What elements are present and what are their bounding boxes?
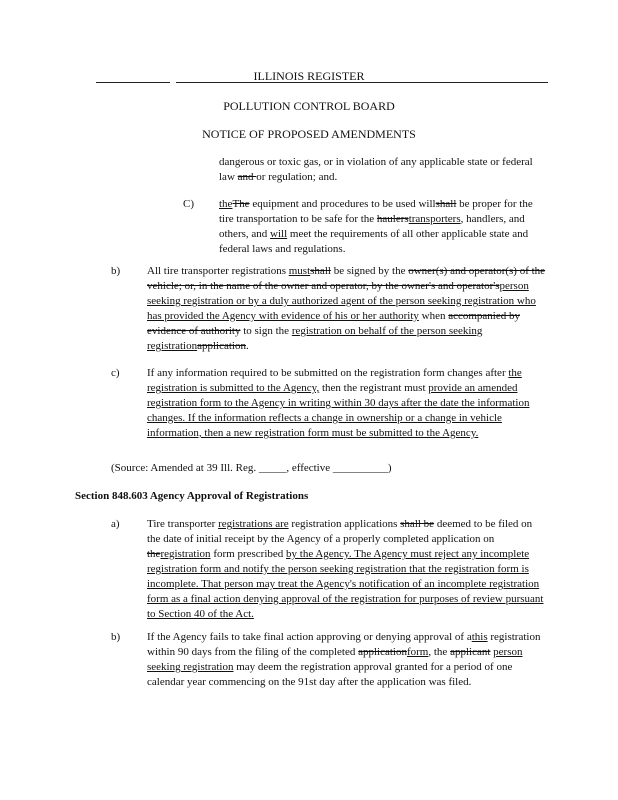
item-label-C: C) xyxy=(183,198,194,210)
item-label-a-603: a) xyxy=(111,518,120,530)
board-title: POLLUTION CONTROL BOARD xyxy=(223,99,395,113)
paragraph-b-603: If the Agency fails to take final action approving or denying approval of athis registration within 90 days from the filing of the completed applicationform, the applicant person seeking registration may deem the registration approval granted for a period of one calendar year commencing on the 91st day after the application was filed. xyxy=(147,631,541,688)
paragraph-c: If any information required to be submitted on the registration form changes after the registration is submitted to the Agency, then the registrant must provide an amended registration form to the Agency in writing within 30 days after the date the information changes. If the information reflects a change in ownership or a change in vehicle information, then a new registration form must be submitted to the Agency. xyxy=(147,367,530,439)
item-label-b-603: b) xyxy=(111,631,121,643)
item-label-c: c) xyxy=(111,367,120,379)
paragraph-b-continuation: dangerous or toxic gas, or in violation of any applicable state or federal law and or regulation; and. xyxy=(219,156,533,183)
item-label-b: b) xyxy=(111,265,121,277)
paragraph-a-603: Tire transporter registrations are registration applications shall be deemed to be filed on the date of initial receipt by the Agency of a properly completed application on theregistration form prescribed by the Agency. The Agency must reject any incomplete registration form and notify the person seeking registration that the registration form is incomplete. That person may treat the Agency's notification of an incomplete registration form as a final action denying approval of the registration for purposes of review pursuant to Section 40 of the Act. xyxy=(147,518,544,620)
source-note: (Source: Amended at 39 Ill. Reg. _____, effective __________) xyxy=(111,462,392,474)
paragraph-b: All tire transporter registrations mustshall be signed by the owner(s) and operator(s) of the vehicle; or, in the name of the owner and operator, by the owner's and operator'sperson seeking registration or by a duly authorized agent of the person seeking registration who has provided the Agency with evidence of his or her authority when accompanied by evidence of authority to sign the registration on behalf of the person seeking registrationapplication. xyxy=(147,265,546,352)
section-heading: Section 848.603 Agency Approval of Registrations xyxy=(75,490,309,502)
paragraph-C: theThe equipment and procedures to be used willshall be proper for the tire transportation to be safe for the haulerstransporters, handlers, and others, and will meet the requirements of all other applicable state and federal laws and regulations. xyxy=(219,198,533,255)
notice-title: NOTICE OF PROPOSED AMENDMENTS xyxy=(202,127,416,141)
register-title: ILLINOIS REGISTER xyxy=(253,69,365,83)
